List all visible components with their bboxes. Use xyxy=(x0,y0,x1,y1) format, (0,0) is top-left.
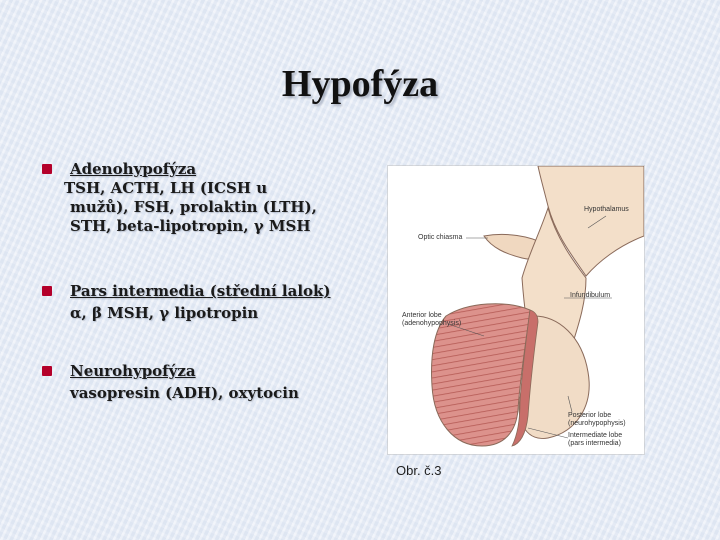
pituitary-diagram xyxy=(388,166,644,454)
label-infundibulum: Infundibulum xyxy=(570,292,611,299)
label-optic-chiasma: Optic chiasma xyxy=(418,234,463,241)
bullet-head: Neurohypofýza xyxy=(70,362,196,380)
bullet-neurohypofyza xyxy=(40,362,420,403)
bullet-pars-intermedia xyxy=(40,282,420,323)
bullet-adenohypofyza xyxy=(40,160,420,236)
bullet-text: STH, beta-lipotropin, γ MSH xyxy=(70,217,311,235)
bullet-marker xyxy=(42,164,52,174)
figure-caption: Obr. č.3 xyxy=(396,463,442,478)
bullet-text: vasopresin (ADH), oxytocin xyxy=(70,384,299,402)
label-anterior-lobe: Anterior lobe xyxy=(402,312,442,319)
bullet-head: Pars intermedia (střední lalok) xyxy=(70,282,331,300)
bullet-marker xyxy=(42,286,52,296)
bullet-text: mužů), FSH, prolaktin (LTH), xyxy=(70,198,317,216)
label-hypothalamus: Hypothalamus xyxy=(584,206,629,213)
label-posterior-lobe: Posterior lobe xyxy=(568,412,612,419)
label-posterior-lobe-sub: (neurohypophysis) xyxy=(568,420,626,427)
label-anterior-lobe-sub: (adenohypophysis) xyxy=(402,320,462,327)
bullet-head: Adenohypofýza xyxy=(70,160,197,178)
bullet-text: α, β MSH, γ lipotropin xyxy=(70,304,259,322)
label-intermediate-lobe: Intermediate lobe xyxy=(568,432,623,439)
bullet-text: TSH, ACTH, LH (ICSH u xyxy=(64,179,268,197)
slide-title: Hypofýza xyxy=(281,63,439,105)
bullet-marker xyxy=(42,366,52,376)
label-intermediate-lobe-sub: (pars intermedia) xyxy=(568,440,621,447)
